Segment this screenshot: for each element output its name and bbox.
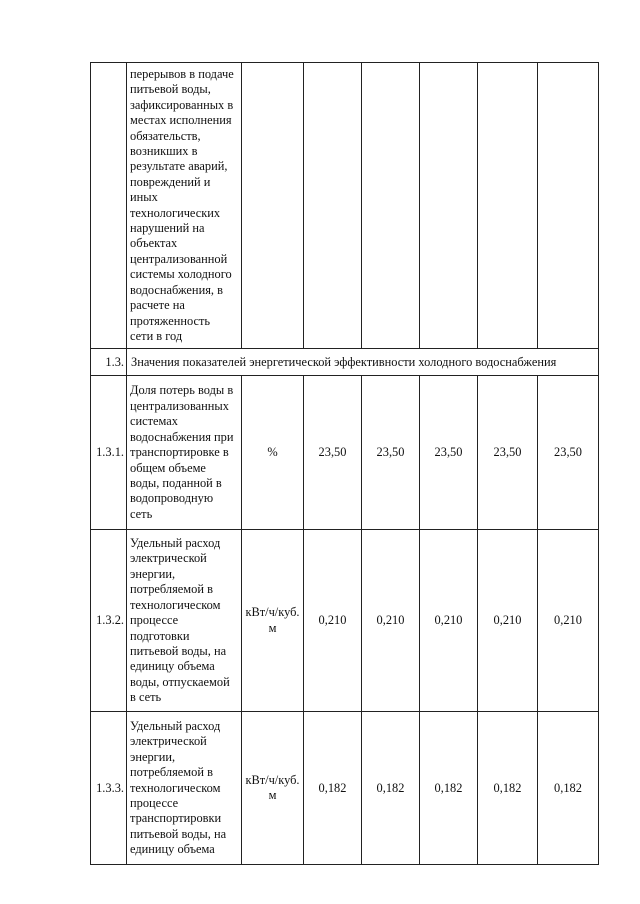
indicator-name-cell: [127, 530, 242, 712]
value-cell: [478, 63, 538, 349]
value-cell: 0,182: [304, 712, 362, 865]
row-number: 1.3.2.: [91, 530, 127, 712]
section-row: [91, 349, 599, 376]
indicator-name-cell: [127, 712, 242, 865]
value-cell: 0,182: [478, 712, 538, 865]
unit-text: %: [267, 445, 278, 460]
unit-cell: [242, 63, 304, 349]
unit-cell: [242, 712, 304, 865]
table-row: [91, 376, 599, 530]
unit-cell: [242, 376, 304, 530]
indicator-name-cell: [127, 376, 242, 530]
value-cell: 23,50: [304, 376, 362, 530]
value-cell: 0,182: [362, 712, 420, 865]
unit-cell: [242, 530, 304, 712]
value-cell: 0,210: [362, 530, 420, 712]
value-cell: [420, 63, 478, 349]
section-number: 1.3.: [91, 349, 127, 376]
row-number: 1.3.3.: [91, 712, 127, 865]
row-number: 1.3.1.: [91, 376, 127, 530]
unit-text: кВт/ч/куб. м: [245, 772, 300, 803]
value-cell: 23,50: [538, 376, 599, 530]
table-row: [91, 63, 599, 349]
indicators-table: [90, 62, 599, 865]
value-cell: 23,50: [478, 376, 538, 530]
value-cell: 0,210: [478, 530, 538, 712]
indicator-name: перерывов в подаче питьевой воды, зафиксированных в местах исполнения обязательств, возникших в результате аварий, повреждений и иных технологических нарушений на объектах централизованной системы холодного водоснабжения, в расчете на протяженность сети в год: [130, 67, 234, 343]
section-title: Значения показателей энергетической эффективности холодного водоснабжения: [127, 349, 599, 376]
value-cell: 23,50: [362, 376, 420, 530]
row-number: [91, 63, 127, 349]
table-row: [91, 530, 599, 712]
value-cell: 0,210: [538, 530, 599, 712]
value-cell: [538, 63, 599, 349]
value-cell: [362, 63, 420, 349]
indicator-name: Удельный расход электрической энергии, потребляемой в технологическом процессе транспортировки питьевой воды, на единицу объема: [130, 718, 227, 857]
indicator-name-cell: [127, 63, 242, 349]
unit-text: кВт/ч/куб. м: [245, 605, 300, 635]
value-cell: 23,50: [420, 376, 478, 530]
value-cell: [304, 63, 362, 349]
value-cell: 0,182: [420, 712, 478, 865]
table-row: [91, 712, 599, 865]
value-cell: 0,210: [304, 530, 362, 712]
indicator-name: Удельный расход электрической энергии, потребляемой в технологическом процессе подготовки питьевой воды, на единицу объема воды, отпускаемой в сеть: [130, 536, 230, 705]
indicator-name: Доля потерь воды в централизованных системах водоснабжения при транспортировке в общем объеме воды, поданной в водопроводную сеть: [130, 383, 234, 521]
value-cell: 0,182: [538, 712, 599, 865]
value-cell: 0,210: [420, 530, 478, 712]
